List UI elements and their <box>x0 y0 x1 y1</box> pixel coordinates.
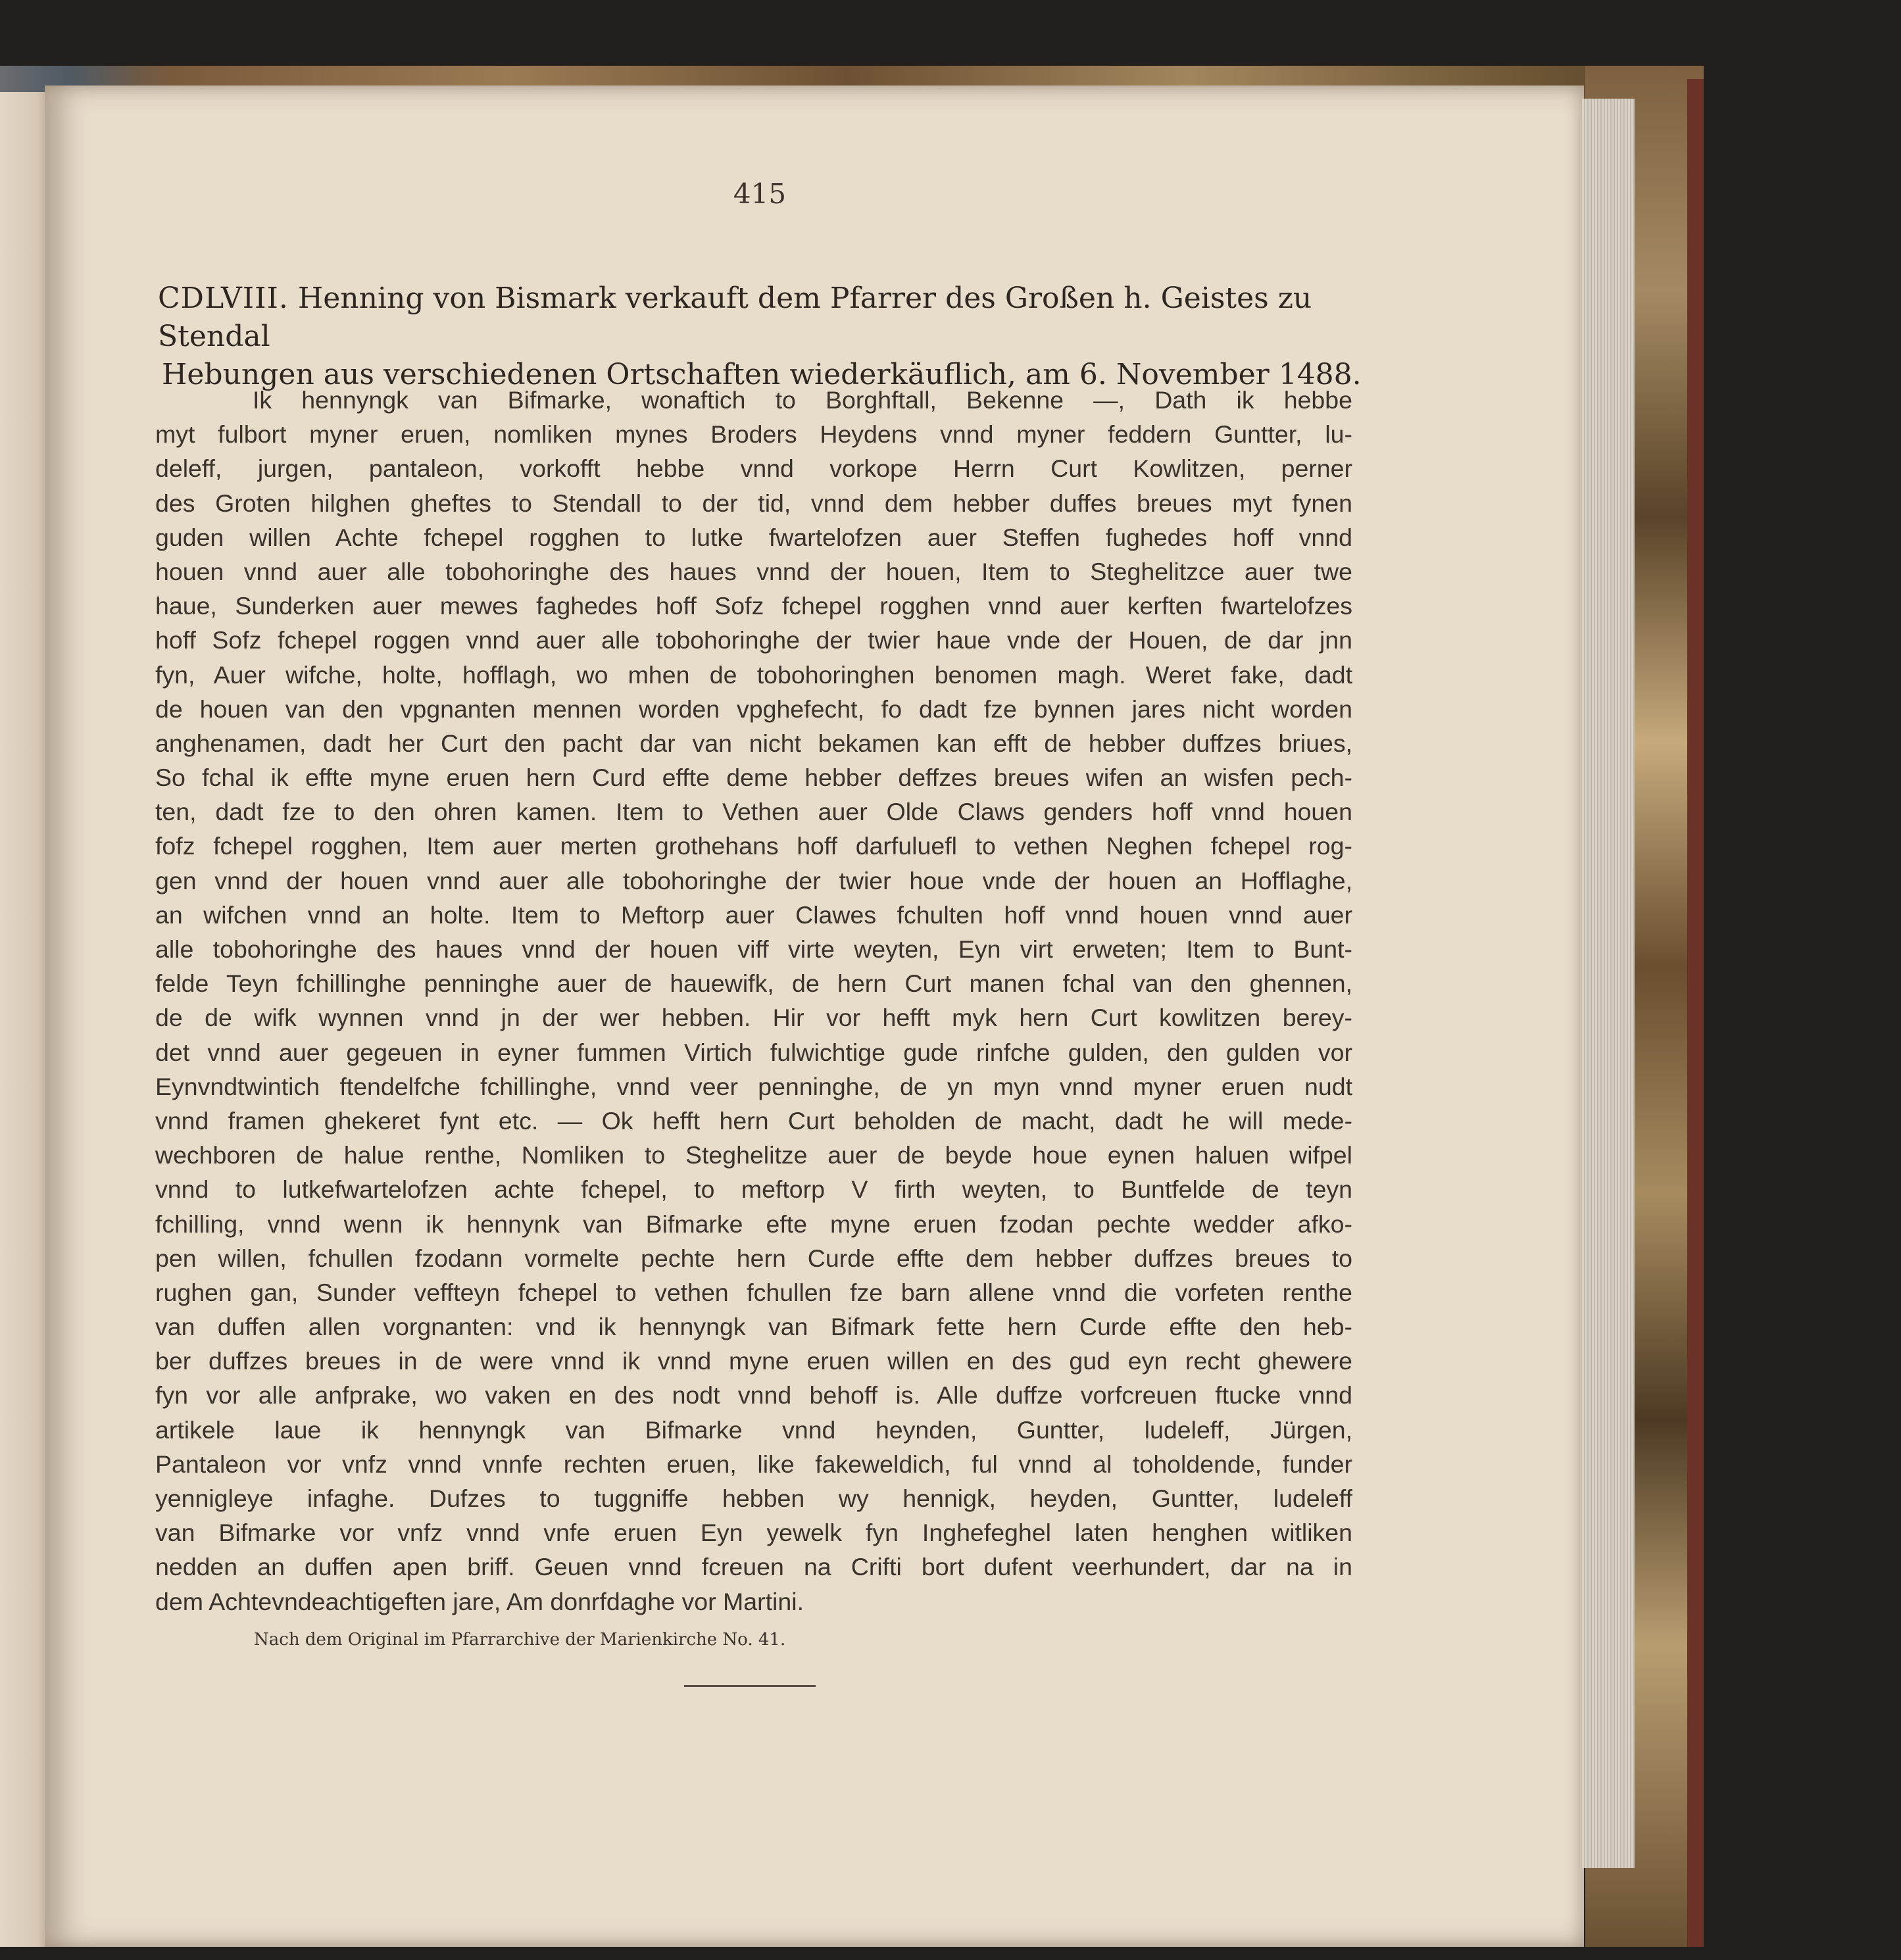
body-line: felde Teyn fchillinghe penninghe auer de hauewifk, de hern Curt manen fchal van den ghennen, <box>155 969 1352 998</box>
document-numeral: CDLVIII. <box>158 282 289 315</box>
body-line: Ik hennyngk van Bifmarke, wonaftich to Borghftall, Bekenne —, Dath ik hebbe <box>253 386 1352 414</box>
body-line: vnnd to lutkefwartelofzen achte fchepel, to meftorp V firth weyten, to Buntfelde de teyn <box>155 1175 1352 1204</box>
body-line: des Groten hilghen gheftes to Stendall to der tid, vnnd dem hebber duffes breues myt fynen <box>155 489 1352 517</box>
body-line: pen willen, fchullen fzodann vormelte pechte hern Curde effte dem hebber duffzes breues to <box>155 1244 1352 1272</box>
body-line: anghenamen, dadt her Curt den pacht dar van nicht bekamen kan efft de hebber duffzes briues, <box>155 729 1352 757</box>
body-line: ten, dadt fze to den ohren kamen. Item to Vethen auer Olde Claws genders hoff vnnd houen <box>155 798 1352 826</box>
cover-leather-edge <box>1687 79 1704 1947</box>
heading-line-2: Hebungen aus verschiedenen Ortschaften wiederkäuflich, am 6. November 1488. <box>162 358 1362 391</box>
body-line: fofz fchepel rogghen, Item auer merten grothehans hoff darfuluefl to vethen Neghen fchepel rog- <box>155 832 1352 860</box>
body-line: myt fulbort myner eruen, nomliken mynes Broders Heydens vnnd myner feddern Guntter, lu- <box>155 420 1352 449</box>
body-line: yennigleye infaghe. Dufzes to tuggniffe hebben wy hennigk, heyden, Guntter, ludeleff <box>155 1484 1352 1512</box>
body-line: van duffen allen vorgnanten: vnd ik hennyngk van Bifmark fette hern Curde effte den heb- <box>155 1313 1352 1341</box>
page-number: 415 <box>733 178 787 210</box>
body-line: vnnd framen ghekeret fynt etc. — Ok hefft hern Curt beholden de macht, dadt he will mede- <box>155 1106 1352 1135</box>
body-line: artikele laue ik hennyngk van Bifmarke vnnd heynden, Guntter, ludeleff, Jürgen, <box>155 1415 1352 1444</box>
source-note: Nach dem Original im Pfarrarchive der Marienkirche No. 41. <box>254 1630 786 1650</box>
body-line: ber duffzes breues in de were vnnd ik vnnd myne eruen willen en des gud eyn recht ghewere <box>155 1347 1352 1375</box>
body-line: wechboren de halue renthe, Nomliken to Steghelitze auer de beyde houe eynen haluen wifpel <box>155 1141 1352 1169</box>
body-line: houen vnnd auer alle tobohoringhe des haues vnnd der houen, Item to Steghelitzce auer twe <box>155 557 1352 585</box>
body-line: hoff Sofz fchepel roggen vnnd auer alle tobohoringhe der twier haue vnde der Houen, de dar jnn <box>155 626 1352 654</box>
body-line: So fchal ik effte myne eruen hern Curd effte deme hebber deffzes breues wifen an wisfen pech- <box>155 764 1352 792</box>
document-heading <box>158 280 1388 394</box>
body-line: nedden an duffen apen briff. Geuen vnnd fcreuen na Crifti bort dufent veerhundert, dar na in <box>155 1553 1352 1581</box>
page-stack-edges <box>1582 99 1635 1868</box>
body-line: gen vnnd der houen vnnd auer alle tobohoringhe der twier houe vnde der houen an Hofflaghe, <box>155 866 1352 894</box>
heading-line-1: Henning von Bismark verkauft dem Pfarrer des Großen h. Geistes zu Stendal <box>158 282 1312 353</box>
body-line: fyn, Auer wifche, holte, hofflagh, wo mhen de tobohoringhen benomen magh. Weret fake, dadt <box>155 660 1352 689</box>
body-line: de houen van den vpgnanten mennen worden vpghefecht, fo dadt fze bynnen jares nicht worden <box>155 695 1352 723</box>
body-line: Pantaleon vor vnfz vnnd vnnfe rechten eruen, like fakeweldich, ful vnnd al toholdende, funder <box>155 1450 1352 1478</box>
body-line: Eynvndtwintich ftendelfche fchillinghe, vnnd veer penninghe, de yn myn vnnd myner eruen nudt <box>155 1072 1352 1100</box>
body-line: an wifchen vnnd an holte. Item to Meftorp auer Clawes fchulten hoff vnnd houen vnnd auer <box>155 900 1352 929</box>
document-body <box>155 383 1352 1619</box>
closing-rule <box>684 1685 816 1687</box>
body-line: rughen gan, Sunder veffteyn fchepel to vethen fchullen fze barn allene vnnd die vorfeten renthe <box>155 1278 1352 1306</box>
body-line: deleff, jurgen, pantaleon, vorkofft hebbe vnnd vorkope Herrn Curt Kowlitzen, perner <box>155 454 1352 483</box>
body-line: dem Achtevndeachtigeften jare, Am donrfdaghe vor Martini. <box>155 1587 804 1615</box>
body-line: fchilling, vnnd wenn ik hennynk van Bifmarke efte myne eruen fzodan pechte wedder afko- <box>155 1210 1352 1238</box>
body-line: van Bifmarke vor vnfz vnnd vnfe eruen Eyn yewelk fyn Inghefeghel laten henghen witliken <box>155 1519 1352 1547</box>
body-line: haue, Sunderken auer mewes faghedes hoff Sofz fchepel rogghen vnnd auer kerften fwartelofzes <box>155 592 1352 620</box>
body-line: det vnnd auer gegeuen in eyner fummen Virtich fulwichtige gude rinfche gulden, den gulden vor <box>155 1038 1352 1066</box>
body-line: alle tobohoringhe des haues vnnd der houen viff virte weyten, Eyn virt erweten; Item to Bunt- <box>155 935 1352 963</box>
body-line: guden willen Achte fchepel rogghen to lutke fwartelofzen auer Steffen fughedes hoff vnnd <box>155 523 1352 551</box>
body-line: fyn vor alle anfprake, wo vaken en des nodt vnnd behoff is. Alle duffze vorfcreuen ftucke vnnd <box>155 1381 1352 1409</box>
body-line: de de wifk wynnen vnnd jn der wer hebben. Hir vor hefft myk hern Curt kowlitzen berey- <box>155 1004 1352 1032</box>
